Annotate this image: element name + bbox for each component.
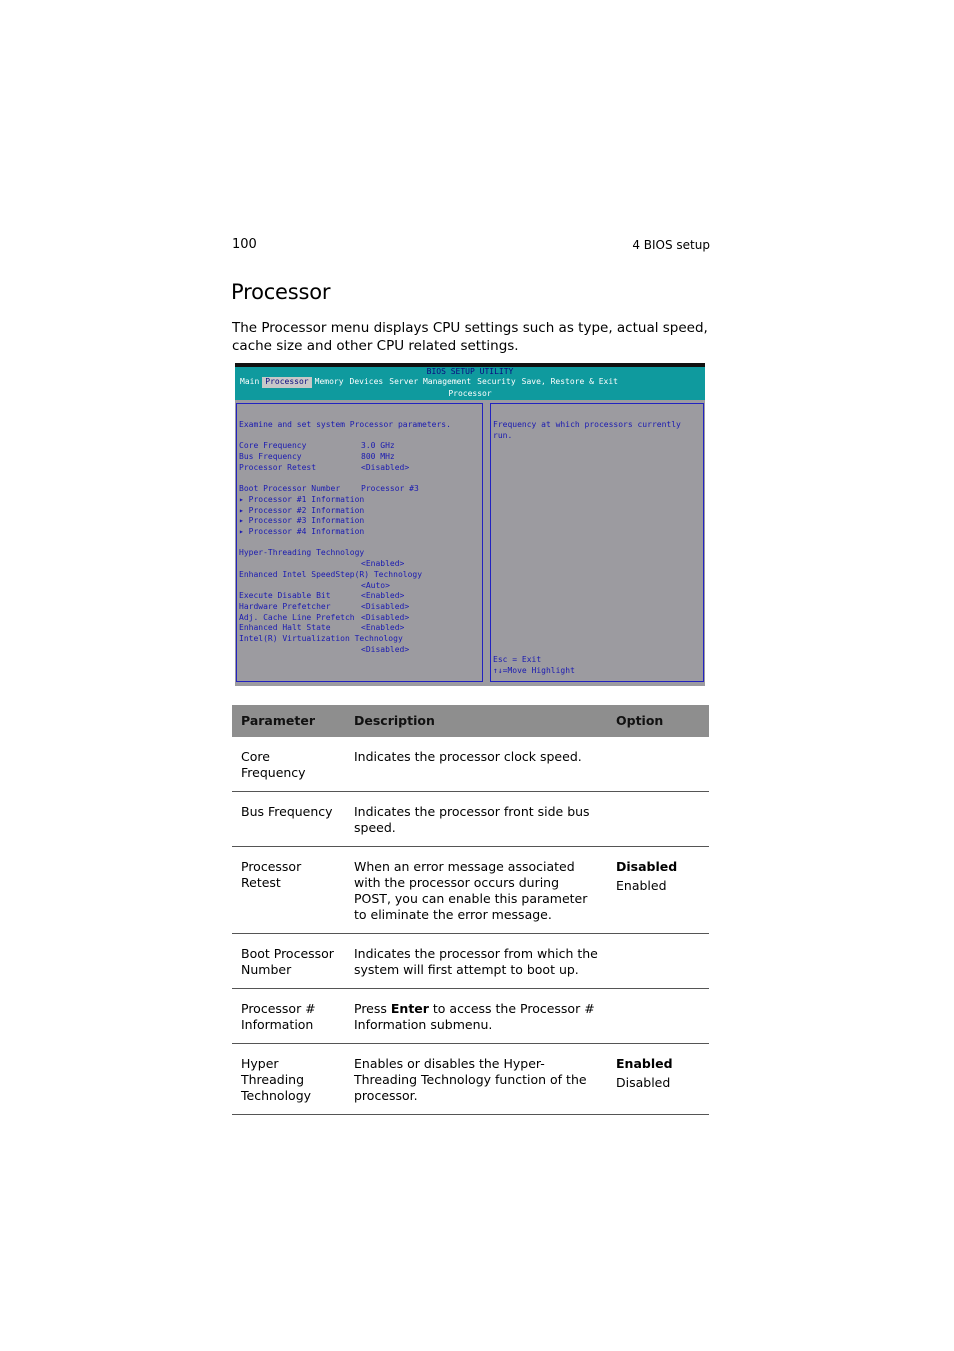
parameter-name: Core Frequency (232, 737, 345, 792)
bios-setting-label: Enhanced Intel SpeedStep(R) Technology (239, 569, 423, 579)
bios-screenshot (235, 363, 705, 686)
header-parameter: Parameter (232, 705, 345, 737)
parameter-description: Indicates the processor front side bus speed. (345, 792, 607, 847)
bios-setting-row[interactable] (239, 516, 364, 527)
bios-setting-value: 800 MHz (361, 452, 395, 462)
table-row (232, 934, 709, 989)
description-text: Press (354, 1001, 391, 1016)
bios-setting-row[interactable] (239, 420, 451, 431)
bios-setting-row[interactable] (239, 570, 422, 581)
bios-setting-row[interactable] (239, 613, 409, 624)
bios-setting-label: Execute Disable Bit (239, 591, 331, 601)
parameter-options (607, 934, 709, 989)
bios-menu-processor[interactable]: Processor (262, 377, 311, 388)
bios-setting-value: <Disabled> (361, 462, 410, 472)
description-key: Enter (390, 1001, 429, 1016)
bios-setting-row[interactable] (239, 527, 364, 538)
page-title: Processor (231, 280, 331, 304)
bios-settings-panel (236, 403, 483, 682)
bios-setting-value: <Enabled> (361, 559, 405, 569)
bios-menu-security[interactable]: Security (477, 377, 516, 386)
parameter-name: Boot Processor Number (232, 934, 345, 989)
bios-setting-value: <Auto> (361, 580, 390, 590)
option: Disabled (616, 1075, 671, 1090)
bios-setting-label: ▸ Processor #3 Information (239, 516, 365, 526)
parameter-options (607, 737, 709, 792)
table-row (232, 847, 709, 934)
parameter-name: Processor Retest (232, 847, 345, 934)
bios-setting-row[interactable] (239, 602, 409, 613)
bios-help-text: run. (493, 430, 513, 440)
bios-setting-row[interactable] (239, 463, 409, 474)
bios-setting-row[interactable] (239, 581, 390, 592)
bios-setting-row[interactable] (239, 645, 409, 656)
bios-setting-row[interactable] (239, 452, 395, 463)
bios-menu-devices[interactable]: Devices (349, 377, 384, 386)
bios-key-hint: Esc = Exit (493, 655, 542, 664)
bios-setting-label: Enhanced Halt State (239, 623, 331, 633)
bios-setting-label: Intel(R) Virtualization Technology (239, 634, 403, 643)
bios-setting-row[interactable] (239, 441, 395, 452)
bios-menu-main[interactable]: Main (240, 377, 260, 386)
table-row (232, 1044, 709, 1115)
option: Enabled (616, 878, 667, 893)
bios-setting-value: <Disabled> (361, 644, 410, 654)
bios-setting-value: <Enabled> (361, 591, 405, 601)
table-row (232, 792, 709, 847)
bios-setting-label: Processor Retest (239, 462, 317, 472)
page-number: 100 (232, 237, 257, 252)
bios-setting-row[interactable] (239, 548, 364, 559)
bios-setting-label: Bus Frequency (239, 452, 302, 462)
parameter-options (607, 847, 709, 934)
default-option: Enabled (616, 1056, 673, 1071)
parameter-description: Enables or disables the Hyper-Threading Technology function of the processor. (345, 1044, 607, 1115)
bios-help-text: Frequency at which processors currently (493, 420, 681, 429)
header-option: Option (607, 705, 709, 737)
bios-setting-label: Hyper-Threading Technology (239, 548, 365, 558)
bios-menu-save-restore-exit[interactable]: Save, Restore & Exit (521, 377, 618, 386)
bios-menu-bar (237, 377, 621, 388)
bios-setting-row[interactable] (239, 495, 364, 506)
bios-setting-value: 3.0 GHz (361, 441, 395, 451)
bios-key-hint: ↑↓=Move Highlight (493, 665, 575, 675)
bios-subtitle: Processor (448, 389, 492, 398)
bios-setting-label: ▸ Processor #2 Information (239, 505, 365, 515)
bios-setting-value: <Disabled> (361, 612, 410, 622)
bios-menu-server-management[interactable]: Server Management (389, 377, 472, 386)
parameter-description (345, 989, 607, 1044)
bios-help-panel (490, 403, 704, 682)
bios-setting-label: ▸ Processor #4 Information (239, 527, 365, 536)
bios-menu-memory[interactable]: Memory (314, 377, 344, 386)
table-header-row (232, 705, 709, 737)
bios-setting-row[interactable] (239, 634, 403, 645)
bios-setting-label: Examine and set system Processor parameters. (239, 420, 451, 429)
parameter-table (232, 705, 709, 1115)
table-row (232, 989, 709, 1044)
bios-title: BIOS SETUP UTILITY (426, 367, 514, 376)
parameter-description: Indicates the processor from which the system will first attempt to boot up. (345, 934, 607, 989)
bios-setting-label: Core Frequency (239, 441, 307, 451)
bios-setting-row[interactable] (239, 591, 404, 602)
parameter-name: Processor # Information (232, 989, 345, 1044)
parameter-name: Hyper Threading Technology (232, 1044, 345, 1115)
bios-setting-row[interactable] (239, 559, 404, 570)
bios-setting-label: Boot Processor Number (239, 484, 341, 494)
bios-setting-value: Processor #3 (361, 484, 419, 494)
parameter-options (607, 989, 709, 1044)
parameter-description: Indicates the processor clock speed. (345, 737, 607, 792)
bios-setting-value: <Disabled> (361, 601, 410, 611)
table-row (232, 737, 709, 792)
bios-setting-row[interactable] (239, 623, 404, 634)
header-description: Description (345, 705, 607, 737)
default-option: Disabled (616, 859, 678, 874)
description-text: to access the Processor # Information submenu. (354, 1001, 595, 1032)
bios-setting-row[interactable] (239, 506, 364, 517)
chapter-label: 4 BIOS setup (632, 238, 710, 252)
bios-setting-label: Adj. Cache Line Prefetch (239, 612, 355, 622)
intro-paragraph: The Processor menu displays CPU settings such as type, actual speed, cache size and other CPU related settings. (232, 320, 708, 354)
bios-setting-label: ▸ Processor #1 Information (239, 494, 365, 504)
bios-setting-value: <Enabled> (361, 623, 405, 633)
bios-setting-label: Hardware Prefetcher (239, 601, 331, 611)
bios-setting-row[interactable] (239, 484, 419, 495)
parameter-name: Bus Frequency (232, 792, 345, 847)
bios-header-bar (235, 367, 705, 400)
parameter-options (607, 1044, 709, 1115)
parameter-description: When an error message associated with the processor occurs during POST, you can enable this parameter to eliminate the error message. (345, 847, 607, 934)
parameter-options (607, 792, 709, 847)
